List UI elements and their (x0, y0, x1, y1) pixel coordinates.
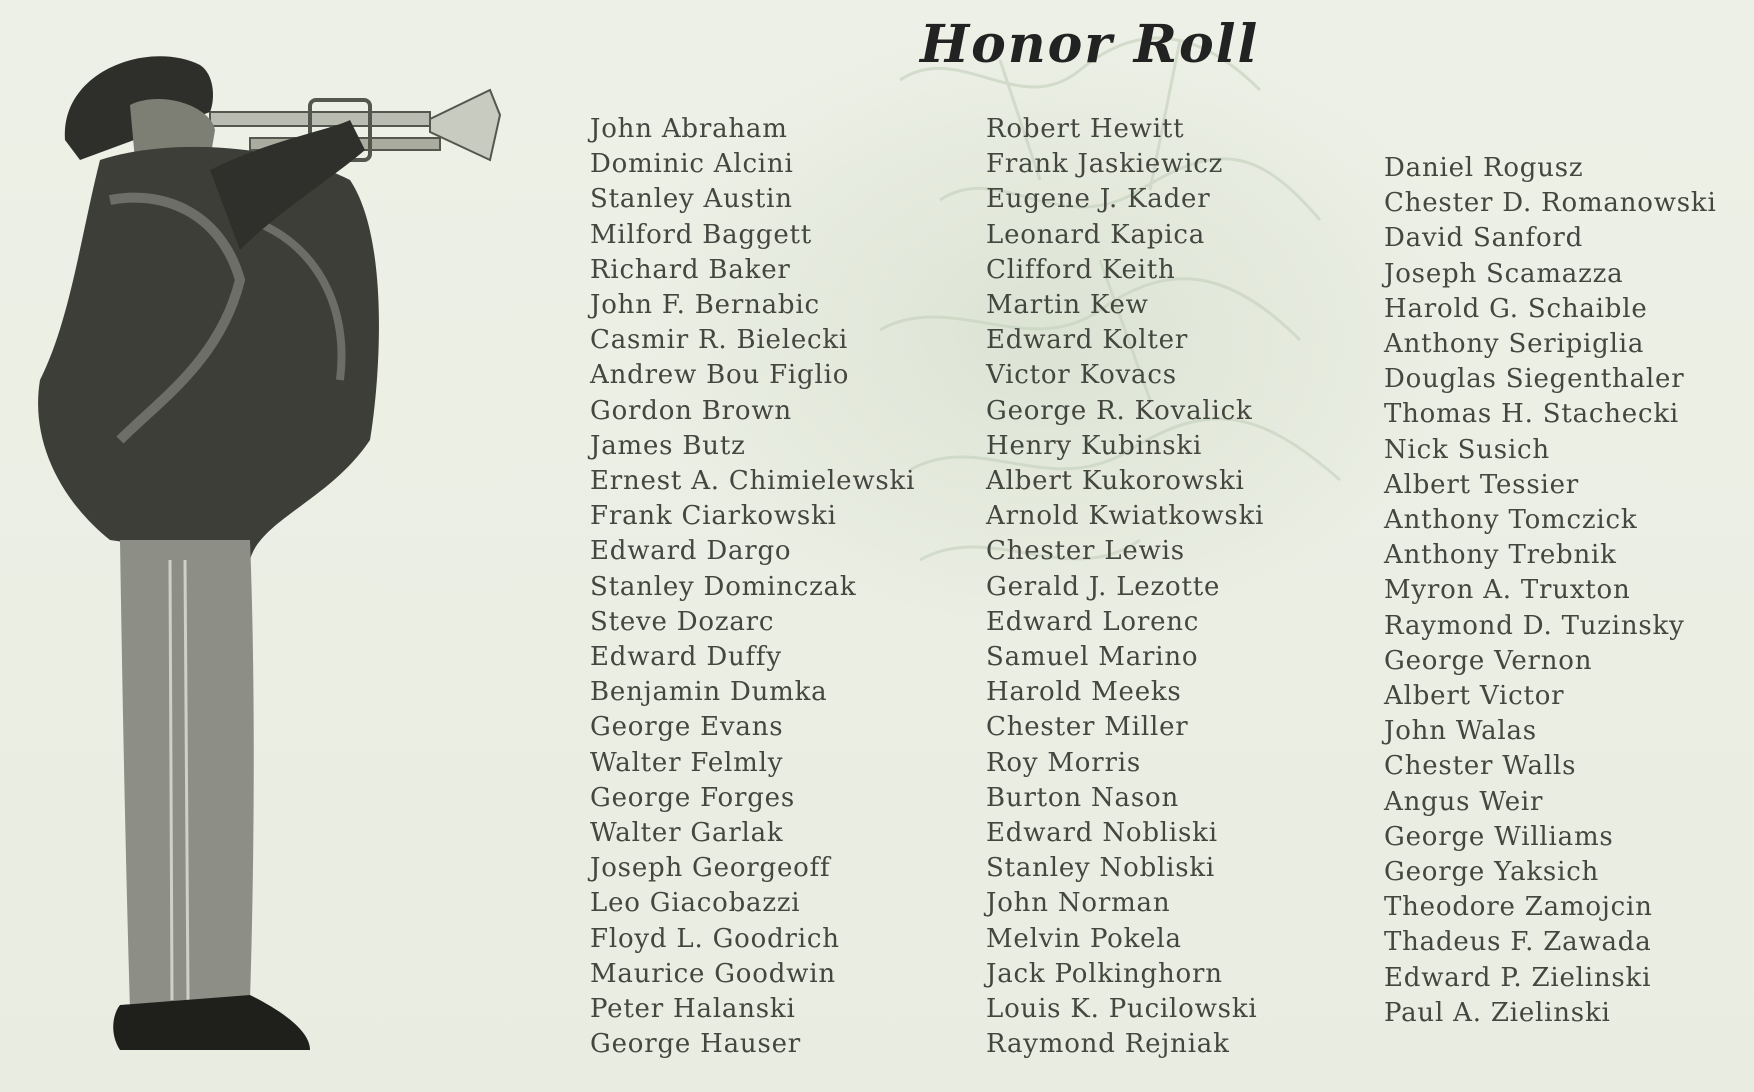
honor-roll-name: John Norman (986, 888, 1171, 919)
honor-roll-name: Victor Kovacs (986, 360, 1177, 391)
names-column-1 (590, 112, 915, 1062)
honor-roll-name: Frank Ciarkowski (590, 501, 837, 532)
names-column-3 (1384, 151, 1717, 1031)
honor-roll-name: Joseph Georgeoff (590, 853, 831, 884)
honor-roll-name: George R. Kovalick (986, 395, 1253, 426)
honor-roll-name: Albert Kukorowski (986, 466, 1245, 497)
honor-roll-name: Raymond Rejniak (986, 1029, 1230, 1060)
honor-roll-name: Leonard Kapica (986, 219, 1206, 250)
honor-roll-name: Frank Jaskiewicz (986, 149, 1224, 180)
honor-roll-name: Edward Lorenc (986, 606, 1200, 637)
honor-roll-name: Clifford Keith (986, 254, 1176, 285)
honor-roll-name: Edward Kolter (986, 325, 1189, 356)
honor-roll-name: George Vernon (1384, 645, 1593, 676)
honor-roll-name: Roy Morris (986, 747, 1141, 778)
honor-roll-name: Harold G. Schaible (1384, 293, 1648, 324)
honor-roll-name: Louis K. Pucilowski (986, 994, 1258, 1025)
honor-roll-name: Ernest A. Chimielewski (590, 466, 916, 497)
bugler-photo (10, 20, 530, 1070)
honor-roll-name: Chester Miller (986, 712, 1189, 743)
honor-roll-name: Andrew Bou Figlio (590, 360, 850, 391)
honor-roll-name: Chester D. Romanowski (1384, 188, 1717, 219)
names-column-2 (986, 112, 1264, 1062)
honor-roll-name: Chester Lewis (986, 536, 1185, 567)
honor-roll-name: Anthony Tomczick (1384, 505, 1638, 536)
honor-roll-name: John Abraham (590, 114, 788, 144)
honor-roll-name: Myron A. Truxton (1384, 575, 1631, 606)
honor-roll-name: John F. Bernabic (590, 290, 820, 321)
honor-roll-name: Maurice Goodwin (590, 958, 836, 989)
honor-roll-name: Angus Weir (1384, 786, 1544, 817)
honor-roll-name: Thomas H. Stachecki (1384, 399, 1679, 430)
honor-roll-name: Gerald J. Lezotte (986, 571, 1221, 602)
honor-roll-name: Dominic Alcini (590, 149, 794, 180)
honor-roll-name: Walter Garlak (590, 818, 784, 849)
page-title: Honor Roll (920, 14, 1260, 75)
honor-roll-name: Chester Walls (1384, 751, 1577, 782)
honor-roll-name: John Walas (1384, 716, 1537, 747)
honor-roll-name: Floyd L. Goodrich (590, 923, 840, 954)
honor-roll-name: Gordon Brown (590, 395, 792, 426)
honor-roll-name: Joseph Scamazza (1384, 258, 1624, 289)
honor-roll-name: Peter Halanski (590, 994, 796, 1025)
honor-roll-name: George Hauser (590, 1029, 802, 1060)
honor-roll-name: Edward Dargo (590, 536, 792, 567)
honor-roll-name: Walter Felmly (590, 747, 784, 778)
honor-roll-name: Douglas Siegenthaler (1384, 364, 1685, 395)
honor-roll-name: Stanley Dominczak (590, 571, 857, 602)
honor-roll-name: Thadeus F. Zawada (1384, 927, 1652, 958)
honor-roll-name: Anthony Trebnik (1384, 540, 1617, 571)
honor-roll-name: Robert Hewitt (986, 114, 1185, 144)
honor-roll-name: Raymond D. Tuzinsky (1384, 610, 1685, 641)
honor-roll-name: Theodore Zamojcin (1384, 892, 1653, 923)
honor-roll-name: Casmir R. Bielecki (590, 325, 849, 356)
honor-roll-name: George Evans (590, 712, 784, 743)
honor-roll-name: Melvin Pokela (986, 923, 1182, 954)
honor-roll-name: Stanley Nobliski (986, 853, 1216, 884)
honor-roll-name: Henry Kubinski (986, 430, 1203, 461)
honor-roll-name: Arnold Kwiatkowski (986, 501, 1265, 532)
honor-roll-name: Nick Susich (1384, 434, 1550, 465)
honor-roll-name: Benjamin Dumka (590, 677, 828, 708)
honor-roll-name: Leo Giacobazzi (590, 888, 801, 919)
honor-roll-name: Eugene J. Kader (986, 184, 1211, 215)
honor-roll-name: Martin Kew (986, 290, 1149, 321)
honor-roll-name: Steve Dozarc (590, 606, 775, 637)
honor-roll-name: George Williams (1384, 821, 1614, 852)
honor-roll-name: James Butz (590, 430, 746, 461)
honor-roll-name: Harold Meeks (986, 677, 1182, 708)
honor-roll-name: Edward Duffy (590, 642, 782, 673)
honor-roll-name: Albert Victor (1384, 681, 1565, 712)
honor-roll-name: Albert Tessier (1384, 469, 1579, 500)
honor-roll-name: Paul A. Zielinski (1384, 997, 1611, 1028)
honor-roll-name: Samuel Marino (986, 642, 1199, 673)
honor-roll-name: Milford Baggett (590, 219, 813, 250)
honor-roll-name: Edward Nobliski (986, 818, 1218, 849)
honor-roll-name: Richard Baker (590, 254, 791, 285)
honor-roll-name: George Yaksich (1384, 857, 1600, 888)
honor-roll-name: Burton Nason (986, 782, 1179, 813)
honor-roll-name: Jack Polkinghorn (986, 958, 1223, 989)
honor-roll-name: George Forges (590, 782, 796, 813)
honor-roll-name: Stanley Austin (590, 184, 793, 215)
honor-roll-name: Edward P. Zielinski (1384, 962, 1652, 993)
honor-roll-name: David Sanford (1384, 223, 1584, 254)
honor-roll-name: Anthony Seripiglia (1384, 329, 1645, 360)
honor-roll-name: Daniel Rogusz (1384, 153, 1584, 183)
